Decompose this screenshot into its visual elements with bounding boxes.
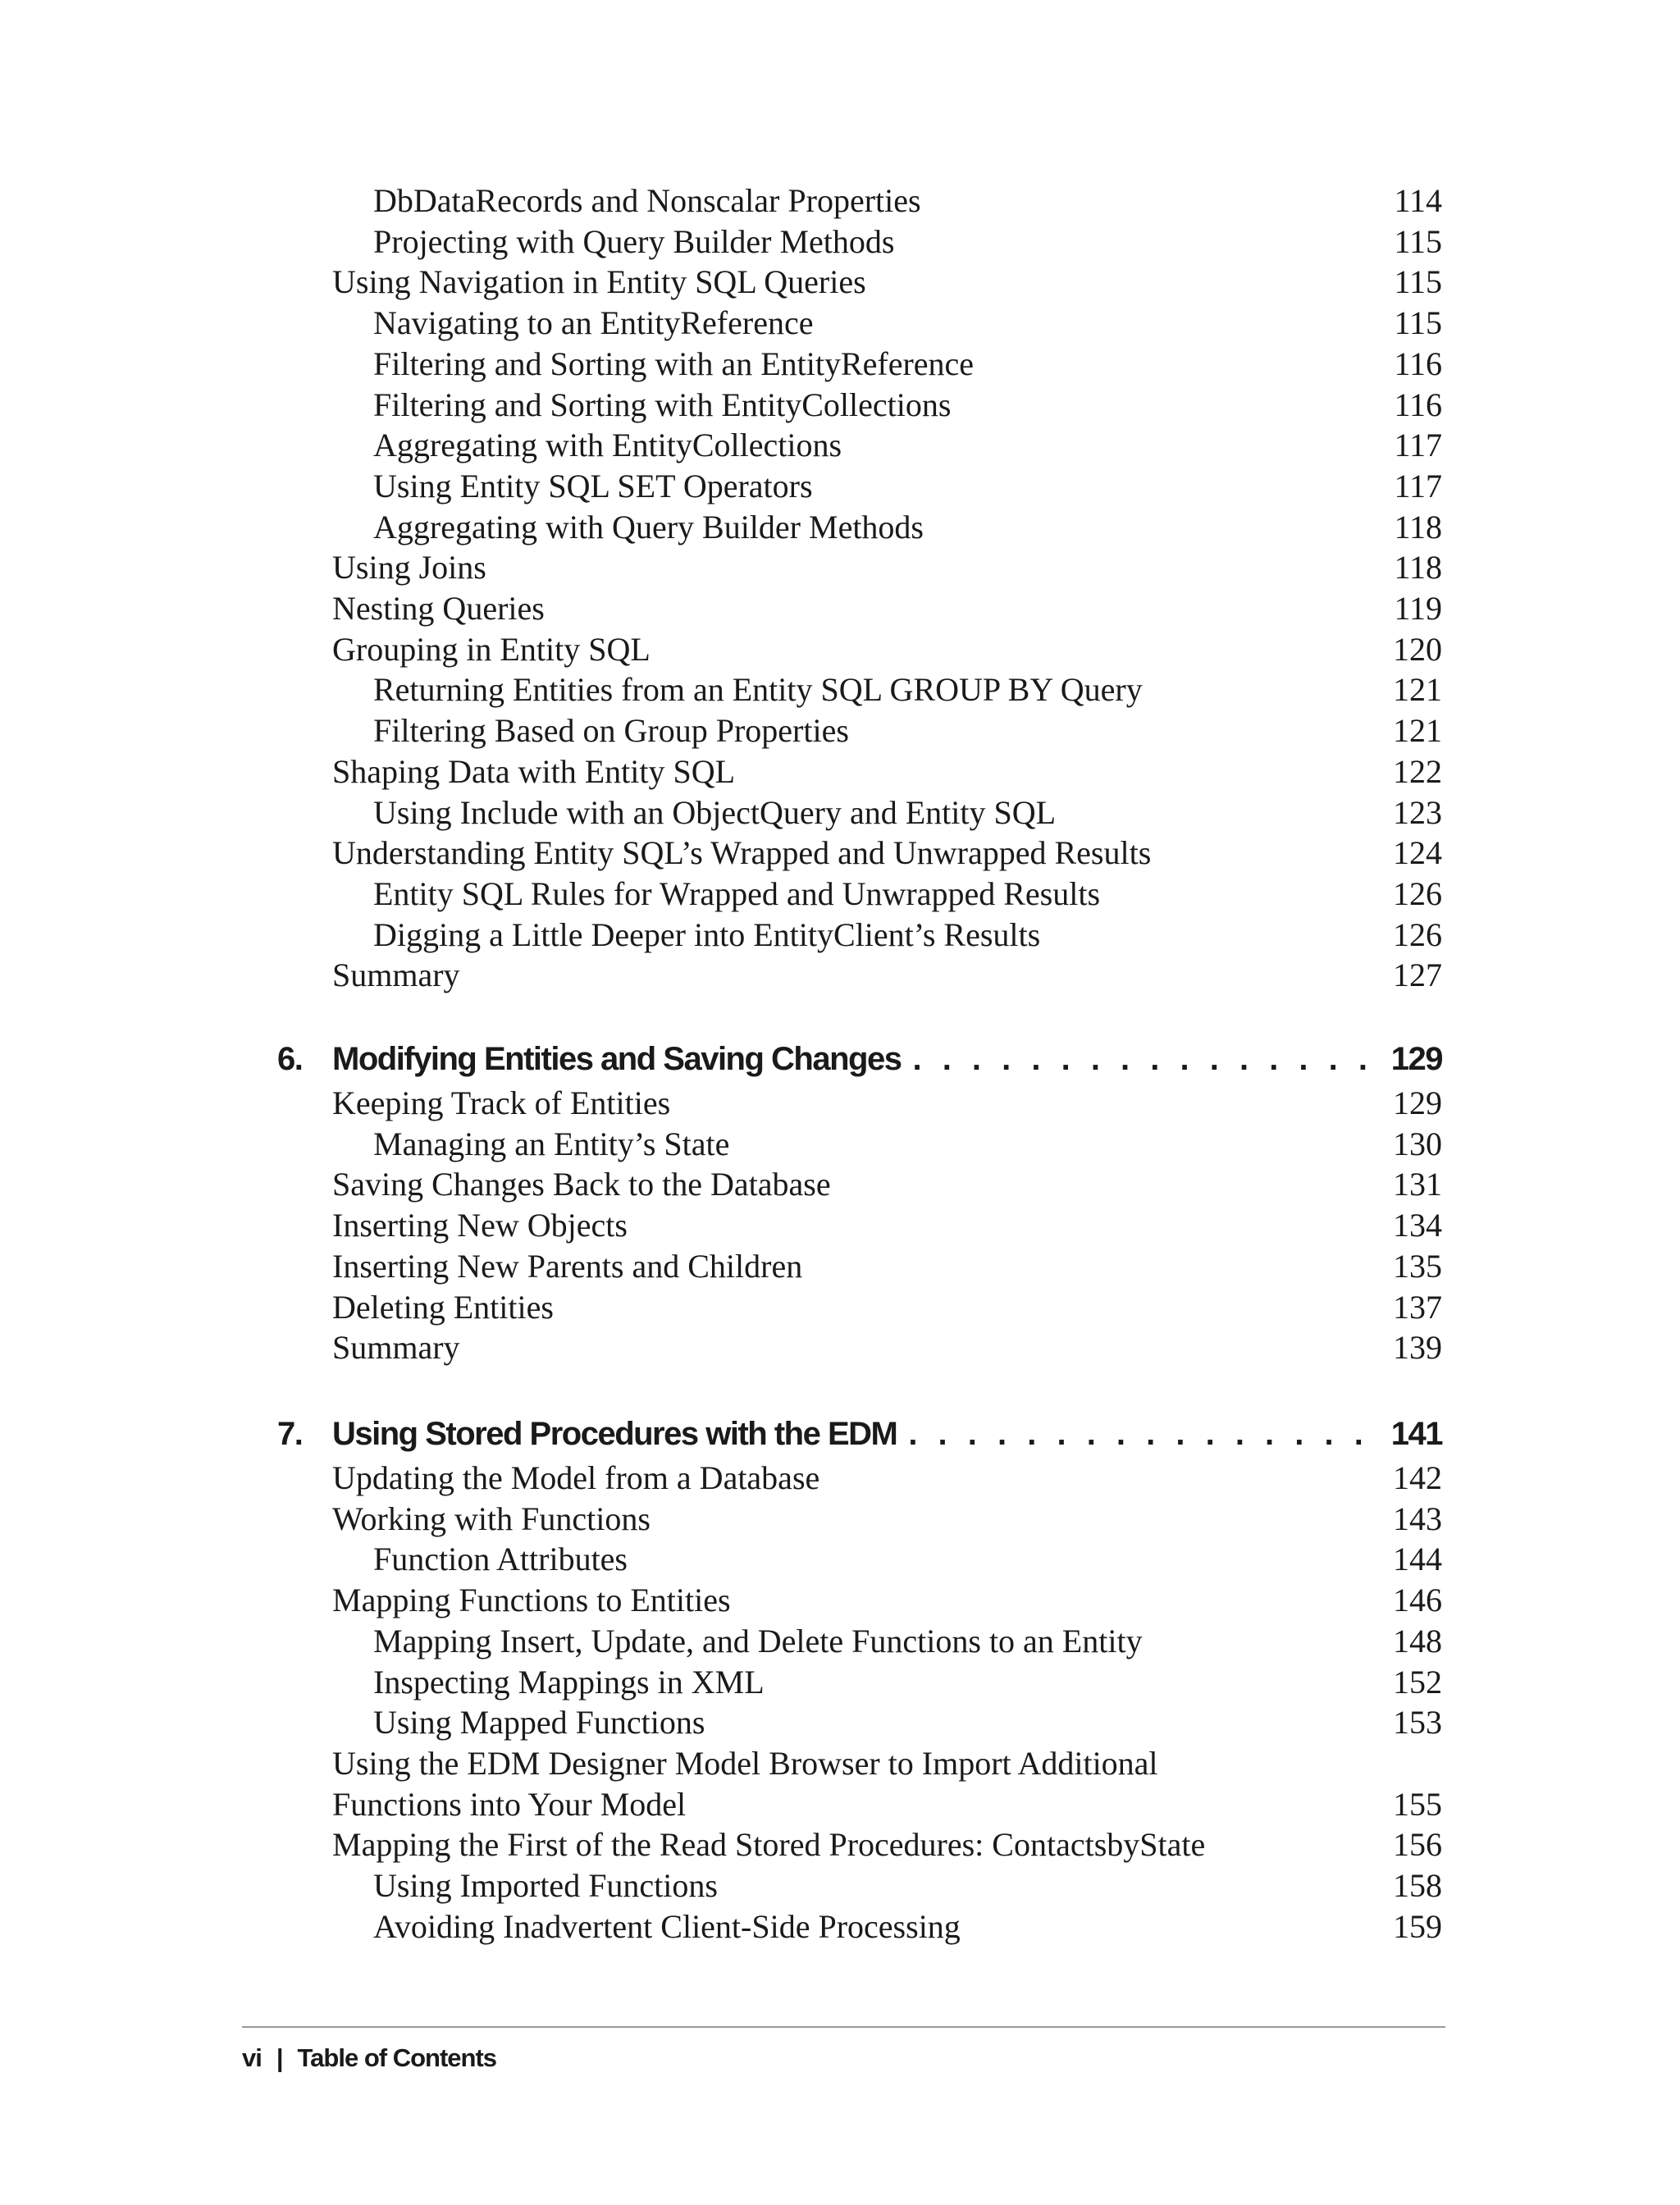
toc-entry[interactable] xyxy=(332,262,1442,303)
toc-entry[interactable] xyxy=(373,1702,1442,1743)
chapter-heading[interactable] xyxy=(277,1036,1442,1082)
toc-entry-page-number: 139 xyxy=(1393,1329,1442,1367)
toc-entry-title: Mapping the First of the Read Stored Procedures: ContactsbyState xyxy=(332,1826,1206,1864)
toc-entry[interactable] xyxy=(373,874,1442,915)
toc-entry[interactable] xyxy=(373,303,1442,344)
toc-entry-title: Keeping Track of Entities xyxy=(332,1084,671,1121)
toc-entry[interactable] xyxy=(332,1205,1442,1246)
footer-running-title: Table of Contents xyxy=(297,2043,497,2072)
toc-entry-title: Using Imported Functions xyxy=(373,1867,718,1904)
toc-entry-title: Nesting Queries xyxy=(332,590,545,627)
toc-entry[interactable] xyxy=(373,1539,1442,1580)
chapter-title: Modifying Entities and Saving Changes xyxy=(332,1041,902,1077)
toc-entry-page-number: 126 xyxy=(1393,874,1442,912)
page-footer xyxy=(242,2039,496,2077)
toc-entry-page-number: 159 xyxy=(1393,1907,1442,1945)
toc-entry[interactable] xyxy=(332,1499,1442,1540)
toc-entry-title: Digging a Little Deeper into EntityClient’s Results xyxy=(373,915,1041,953)
toc-entry-page-number: 143 xyxy=(1393,1500,1442,1537)
toc-entry-title: Working with Functions xyxy=(332,1500,651,1537)
toc-entry-page-number: 137 xyxy=(1393,1288,1442,1326)
toc-entry-title: Updating the Model from a Database xyxy=(332,1459,820,1496)
toc-entry-page-number: 123 xyxy=(1393,793,1442,831)
toc-entry-title: Using Navigation in Entity SQL Queries xyxy=(332,263,866,301)
toc-entry[interactable] xyxy=(373,344,1442,385)
toc-entry-title: Using Include with an ObjectQuery and Entity SQL xyxy=(373,793,1057,831)
toc-entry-title: Using Joins xyxy=(332,549,486,587)
toc-entry-title: Avoiding Inadvertent Client-Side Processing xyxy=(373,1907,961,1945)
toc-entry-title: Shaping Data with Entity SQL xyxy=(332,752,736,790)
toc-entry[interactable] xyxy=(332,629,1442,670)
toc-entry[interactable] xyxy=(373,1621,1442,1662)
toc-entry-title: DbDataRecords and Nonscalar Properties xyxy=(373,182,921,219)
chapter-heading[interactable] xyxy=(277,1411,1442,1457)
toc-entry[interactable] xyxy=(373,669,1442,710)
toc-entry-page-number: 121 xyxy=(1393,671,1442,709)
toc-entry-page-number: 115 xyxy=(1394,304,1442,342)
chapter-page-number: 129 xyxy=(1390,1041,1442,1077)
toc-entry[interactable] xyxy=(373,221,1442,262)
toc-entry[interactable] xyxy=(373,1124,1442,1165)
toc-entry-page-number: 155 xyxy=(1393,1785,1442,1823)
footer-separator: | xyxy=(276,2043,283,2072)
toc-entry-title: Inserting New Parents and Children xyxy=(332,1247,803,1285)
toc-entry-title: Returning Entities from an Entity SQL GROUP BY Query xyxy=(373,671,1143,709)
toc-entry-title: Grouping in Entity SQL xyxy=(332,630,651,668)
toc-entry-title: Deleting Entities xyxy=(332,1288,554,1326)
toc-entry-title: Managing an Entity’s State xyxy=(373,1125,730,1162)
toc-entry-page-number: 118 xyxy=(1394,508,1442,546)
toc-entry-title: Using Entity SQL SET Operators xyxy=(373,467,813,504)
toc-entry-title: Filtering Based on Group Properties xyxy=(373,712,849,750)
toc-entry-title: Understanding Entity SQL’s Wrapped and Unwrapped Results xyxy=(332,834,1152,872)
toc-entry-page-number: 119 xyxy=(1394,590,1442,627)
toc-entry-title: Summary xyxy=(332,956,460,994)
toc-entry-title: Using Mapped Functions xyxy=(373,1704,705,1742)
toc-entry[interactable] xyxy=(332,1287,1442,1328)
toc-entry[interactable] xyxy=(373,385,1442,426)
toc-entry[interactable] xyxy=(373,507,1442,548)
toc-entry-page-number: 117 xyxy=(1394,427,1442,464)
toc-entry[interactable] xyxy=(373,466,1442,507)
chapter-number: 7. xyxy=(277,1416,303,1452)
toc-entry-page-number: 115 xyxy=(1394,263,1442,301)
toc-entry-title: Projecting with Query Builder Methods xyxy=(373,222,895,260)
toc-entry[interactable] xyxy=(373,180,1442,221)
toc-entry[interactable] xyxy=(332,547,1442,588)
toc-entry-title: Inspecting Mappings in XML xyxy=(373,1663,765,1701)
footer-page-number: vi xyxy=(242,2043,262,2072)
toc-entry-title: Entity SQL Rules for Wrapped and Unwrapped Results xyxy=(373,874,1101,912)
toc-entry-page-number: 122 xyxy=(1393,752,1442,790)
toc-entry[interactable] xyxy=(373,792,1442,833)
toc-entry-page-number: 148 xyxy=(1393,1622,1442,1659)
toc-entry-title: Function Attributes xyxy=(373,1541,628,1578)
toc-entry[interactable] xyxy=(373,915,1442,956)
toc-entry-title: Aggregating with Query Builder Methods xyxy=(373,508,924,546)
toc-entry[interactable] xyxy=(332,955,1442,996)
toc-entry[interactable] xyxy=(332,751,1442,792)
footer-divider xyxy=(242,2026,1445,2028)
toc-entry-page-number: 121 xyxy=(1393,712,1442,750)
toc-entry-page-number: 130 xyxy=(1393,1125,1442,1162)
dot-leader xyxy=(912,1036,1381,1082)
dot-leader xyxy=(908,1411,1381,1457)
chapter-title: Using Stored Procedures with the EDM xyxy=(332,1416,897,1452)
toc-entry-title: Using the EDM Designer Model Browser to Import Additional xyxy=(332,1744,1158,1782)
toc-entry-page-number: 116 xyxy=(1394,386,1442,423)
toc-entry-title: Summary xyxy=(332,1329,460,1367)
chapter-number: 6. xyxy=(277,1041,303,1077)
chapter-page-number: 141 xyxy=(1390,1416,1442,1452)
toc-entry-page-number: 144 xyxy=(1393,1541,1442,1578)
toc-entry-page-number: 129 xyxy=(1393,1084,1442,1121)
toc-entry-page-number: 120 xyxy=(1393,630,1442,668)
toc-entry-page-number: 118 xyxy=(1394,549,1442,587)
toc-entry-title: Aggregating with EntityCollections xyxy=(373,427,842,464)
toc-entry-page-number: 135 xyxy=(1393,1247,1442,1285)
toc-entry[interactable] xyxy=(373,710,1442,751)
toc-entry[interactable] xyxy=(332,833,1442,874)
toc-entry[interactable] xyxy=(332,1743,1158,1784)
toc-entry[interactable] xyxy=(332,1458,1442,1499)
toc-entry[interactable] xyxy=(373,1865,1442,1906)
toc-entry[interactable] xyxy=(332,1083,1442,1124)
toc-entry-title: Functions into Your Model xyxy=(332,1785,687,1823)
toc-entry-page-number: 127 xyxy=(1393,956,1442,994)
toc-entry-page-number: 152 xyxy=(1393,1663,1442,1701)
toc-entry-page-number: 156 xyxy=(1393,1826,1442,1864)
toc-entry[interactable] xyxy=(332,588,1442,629)
toc-entry-title: Filtering and Sorting with an EntityReference xyxy=(373,345,975,382)
toc-entry-page-number: 158 xyxy=(1393,1867,1442,1904)
toc-entry[interactable] xyxy=(332,1164,1442,1205)
toc-entry-title: Mapping Insert, Update, and Delete Functions to an Entity xyxy=(373,1622,1143,1659)
toc-entry-page-number: 116 xyxy=(1394,345,1442,382)
toc-entry-title: Mapping Functions to Entities xyxy=(332,1582,731,1619)
toc-entry[interactable] xyxy=(373,425,1442,466)
toc-entry-page-number: 153 xyxy=(1393,1704,1442,1742)
toc-entry[interactable] xyxy=(332,1580,1442,1621)
toc-entry-page-number: 134 xyxy=(1393,1207,1442,1244)
toc-entry-page-number: 131 xyxy=(1393,1166,1442,1203)
toc-entry[interactable] xyxy=(332,1824,1442,1865)
toc-entry-title: Navigating to an EntityReference xyxy=(373,304,814,342)
toc-entry-page-number: 146 xyxy=(1393,1582,1442,1619)
toc-entry[interactable] xyxy=(332,1246,1442,1287)
toc-entry[interactable] xyxy=(332,1327,1442,1368)
toc-entry[interactable] xyxy=(332,1784,1442,1825)
toc-entry-page-number: 124 xyxy=(1393,834,1442,872)
toc-entry[interactable] xyxy=(373,1906,1442,1947)
toc-entry-page-number: 115 xyxy=(1394,222,1442,260)
toc-entry-page-number: 142 xyxy=(1393,1459,1442,1496)
toc-entry-title: Inserting New Objects xyxy=(332,1207,628,1244)
toc-entry-page-number: 117 xyxy=(1394,467,1442,504)
toc-entry-page-number: 114 xyxy=(1394,182,1442,219)
toc-entry-page-number: 126 xyxy=(1393,915,1442,953)
toc-entry[interactable] xyxy=(373,1662,1442,1703)
toc-entry-title: Filtering and Sorting with EntityCollections xyxy=(373,386,952,423)
toc-entry-title: Saving Changes Back to the Database xyxy=(332,1166,831,1203)
